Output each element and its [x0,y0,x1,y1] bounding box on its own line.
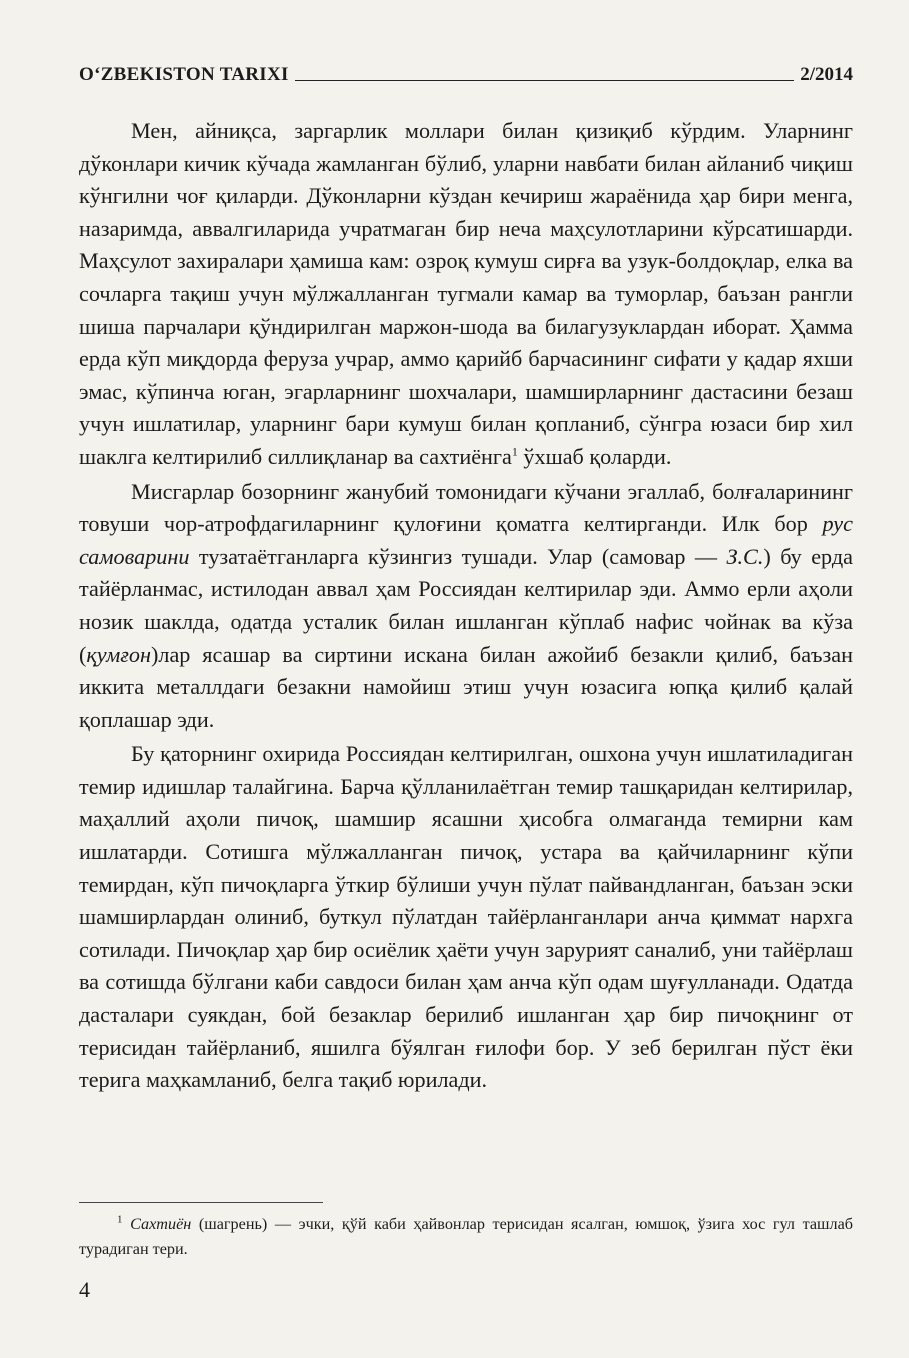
footnote-term: Сахтиён [130,1215,192,1233]
paragraph-2-part3: ) бу ерда тайёрланмас, истилодан аввал ҳам Россиядан келтирилар эди. Аммо ерли аҳоли нозик шаклда, одатда усталик билан ишланган кўплаб нафис чойнак ва кўза ( [79,543,853,667]
footnote-mark: 1 [117,1213,123,1226]
paragraph-1 [79,115,853,474]
footnote [79,1212,853,1262]
italic-author-initials: З.С. [726,543,764,569]
paragraph-2 [79,476,853,737]
issue-number: 2/2014 [800,64,853,85]
paragraph-1-text: Мен, айниқса, заргарлик моллари билан қизиқиб кўрдим. Уларнинг дўконлари кичик кўчада жамланган бўлиб, уларни навбати билан айланиб чиқиш кўнгилни чоғ қиларди. Дўконларни кўздан кечириш жараёнида ҳар бири менга, назаримда, аввалгиларида учратмаган бир неча маҳсулотларини кўрсатишарди. Маҳсулот захиралари ҳамиша кам: озроқ кумуш сирға ва узук-болдоқлар, елка ва сочларга тақиш учун мўлжалланган тугмали камар ва туморлар, баъзан рангли шиша парчалари қўндирилган маржон-шода ва билагузуклардан иборат. Ҳамма ерда кўп миқдорда феруза учрар, аммо қарийб барчасининг сифати у қадар яхши эмас, кўпинча юган, эгарларнинг шохчалари, шамширларнинг дастасини безаш учун ишлатилар, уларнинг бари кумуш билан қопланиб, сўнгра юзаси бир хил шаклга келтирилиб силлиқланар ва сахтиёнга [79,118,853,469]
paragraph-2-part1: Мисгарлар бозорнинг жанубий томонидаги кўчани эгаллаб, болғаларининг товуши чор-атрофдагиларнинг қулоғини қоматга келтирганди. Илк бор [79,478,853,537]
paragraph-3-text: Бу қаторнинг охирида Россиядан келтирилган, ошхона учун ишлатиладиган темир идишлар талайгина. Барча қўлланилаётган темир ташқаридан келтирилар, маҳаллий аҳоли пичоқ, шамшир ясашни ҳисобга олмаганда темирни кам ишлатарди. Сотишга мўлжалланган пичоқ, устара ва қайчиларнинг кўпи темирдан, кўп пичоқларга ўткир бўлиши учун пўлат пайвандланган, баъзан эски шамширлардан олиниб, буткул пўлатдан тайёрланганлари анча қиммат нархга сотилади. Пичоқлар ҳар бир осиёлик ҳаёти учун зарурият саналиб, уни тайёрлаш ва сотишда бўлгани каби савдоси билан ҳам анча кўп одам шуғулланади. Одатда дасталари суякдан, бой безаклар берилиб ишланган ҳар бир пичоқнинг от терисидан тайёрланиб, яшилга бўялган ғилофи бор. У зеб берилган пўст ёки терига маҳкамланиб, белга тақиб юрилади. [79,741,853,1093]
footnote-ref[interactable]: 1 [511,444,518,459]
running-header [79,56,853,86]
article-body [79,115,853,1099]
paragraph-1-tail: ўхшаб қоларди. [517,443,672,469]
journal-title: O‘ZBEKISTON TARIXI [79,64,289,85]
footnote-divider [79,1202,323,1203]
footnote-text: (шагрень) — эчки, қўй каби ҳайвонлар терисидан ясалган, юмшоқ, ўзига хос гул ташлаб турадиган тери. [79,1215,853,1258]
italic-term-kumgon: қумғон [86,641,151,667]
paragraph-2-part2: тузатаётганларга кўзингиз тушади. Улар (самовар — [189,543,727,569]
italic-term-samovar: рус самоварини [79,511,853,569]
paragraph-3 [79,738,853,1097]
header-rule [295,80,795,81]
paragraph-2-part4: )лар ясашар ва сиртини искана билан ажойиб безакли қилиб, баъзан иккита металлдаги безакни намойиш этиш учун юзасига юпқа қилиб қалай қоплашар эди. [79,641,853,732]
page-number: 4 [79,1277,90,1302]
